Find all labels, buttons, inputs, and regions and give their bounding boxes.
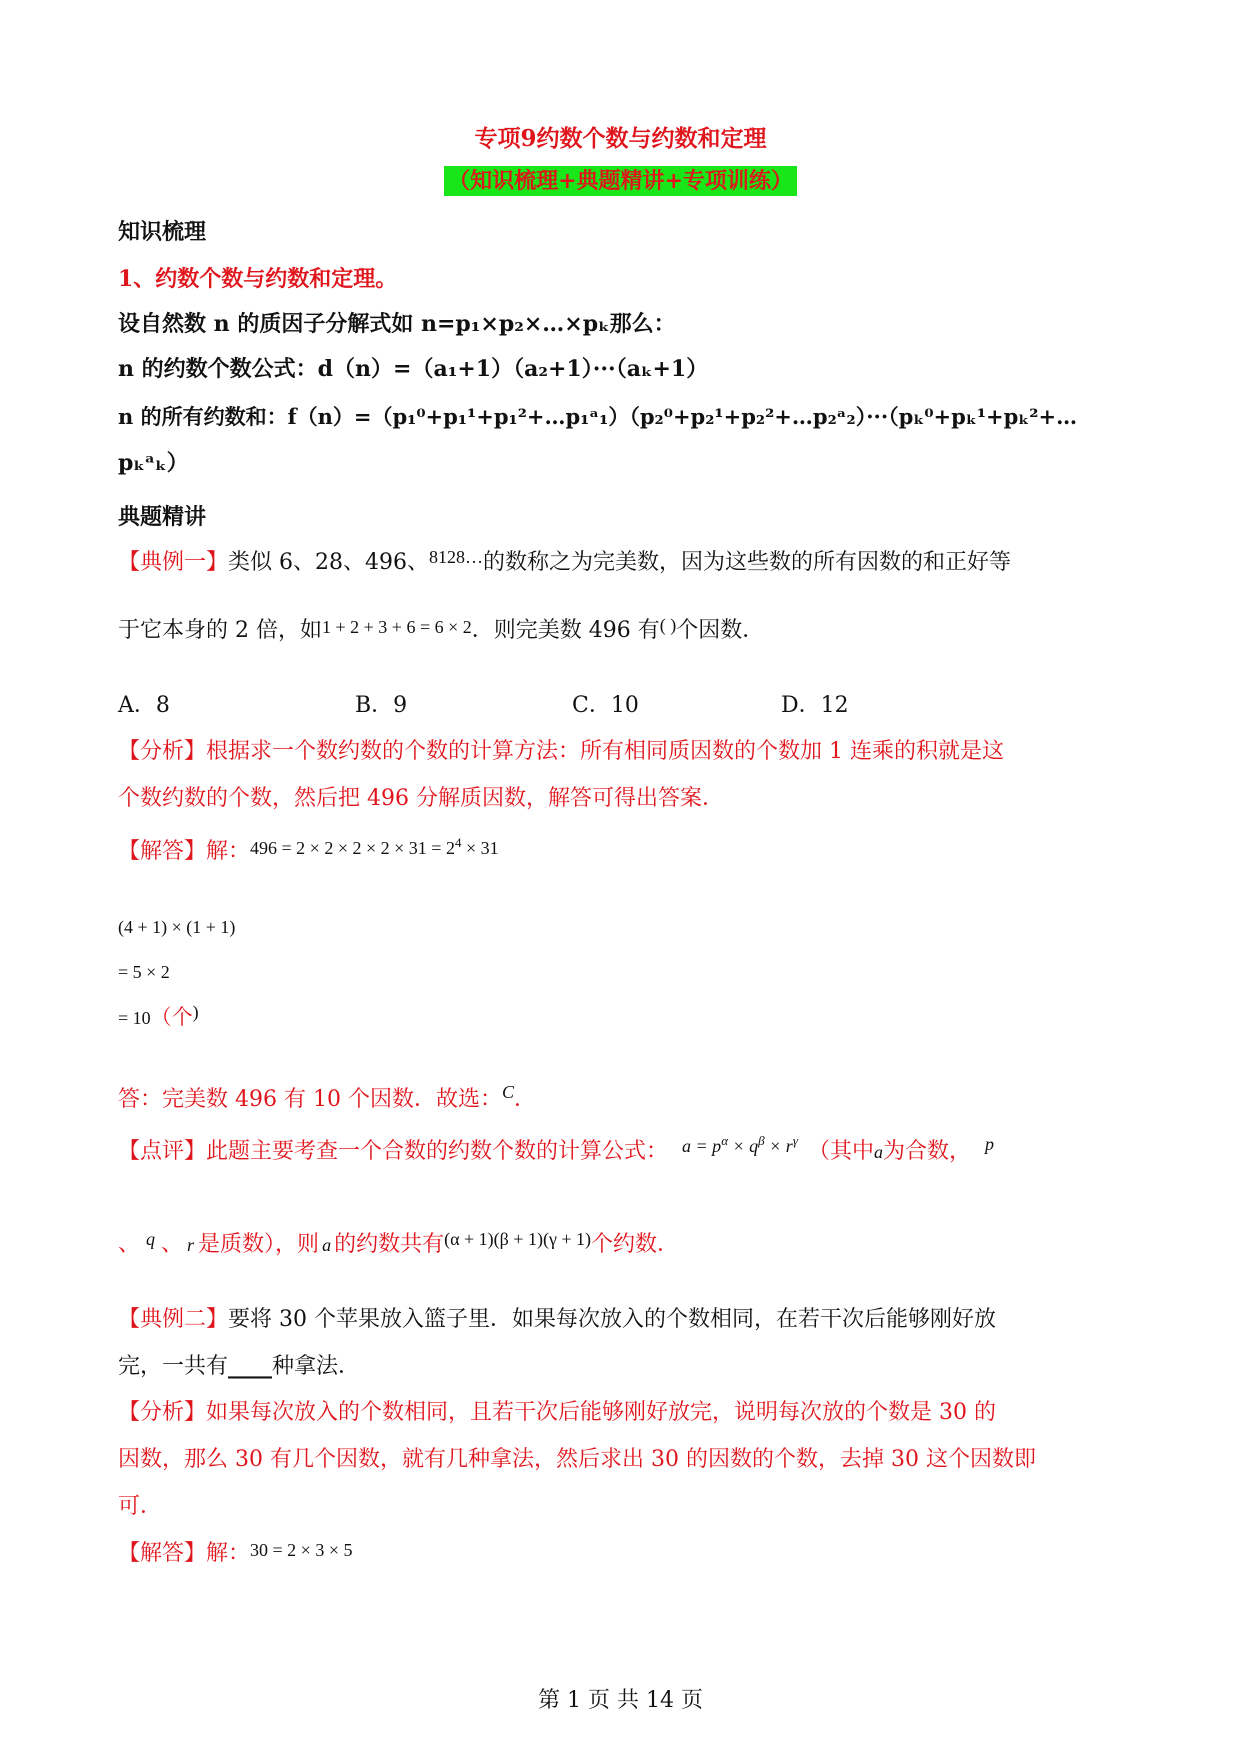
ex1-calc-3-value: = 10 bbox=[118, 1008, 151, 1028]
ex1-comment-text-2b: 、 bbox=[161, 1232, 184, 1257]
ex1-solution-m1-exp: 4 bbox=[454, 835, 462, 850]
ex2-analysis-3: 可． bbox=[118, 1494, 163, 1519]
knowledge-line-1: 设自然数 n 的质因子分解式如 n=p₁×p₂×…×pₖ那么： bbox=[118, 311, 676, 337]
ex1-comment-q: q bbox=[146, 1229, 156, 1249]
ex2-analysis-1 bbox=[118, 1396, 1128, 1430]
ex1-comment-text-1c: 为合数， bbox=[882, 1139, 971, 1164]
ex1-answer-end: ． bbox=[513, 1087, 536, 1112]
ex1-comment-text-1: 此题主要考查一个合数的约数个数的计算公式： bbox=[206, 1139, 669, 1164]
ex1-choice-d: D．12 bbox=[781, 693, 849, 718]
ex2-text-2b: 种拿法． bbox=[272, 1354, 361, 1379]
examples-heading: 典题精讲 bbox=[118, 504, 207, 530]
ex1-calc-2: = 5 × 2 bbox=[118, 962, 170, 982]
ex1-comment-text-2e: 个约数． bbox=[591, 1232, 680, 1257]
ex1-answer bbox=[118, 1083, 1128, 1117]
ex1-solution-lead: 解： bbox=[206, 839, 251, 864]
ex1-tag: 【典例一】 bbox=[118, 550, 229, 575]
ex1-solution-m1: 496 = 2 × 2 × 2 × 2 × 31 = 2 bbox=[250, 838, 455, 858]
ex2-analysis-text-1: 如果每次放入的个数相同，且若干次后能够刚好放完，说明每次放的个数是 30 的 bbox=[206, 1400, 996, 1425]
ex2-solution-lead: 解： bbox=[206, 1541, 251, 1566]
ex1-comment-text-1b: （其中 bbox=[807, 1139, 874, 1164]
ex1-math-1: 8128… bbox=[429, 547, 483, 567]
ex1-comment-text-2a: 、 bbox=[118, 1232, 141, 1257]
ex1-analysis-text-1: 根据求一个数约数的个数的计算方法：所有相同质因数的个数加 1 连乘的积就是这 bbox=[206, 739, 1005, 764]
ex1-analysis-1 bbox=[118, 735, 1128, 769]
ex2-text-1: 要将 30 个苹果放入篮子里．如果每次放入的个数相同，在若干次后能够刚好放 bbox=[228, 1307, 996, 1332]
ex1-choice-b: B．9 bbox=[355, 693, 408, 718]
ex1-choice-c: C．10 bbox=[572, 693, 639, 718]
ex1-blank: ( ) bbox=[659, 615, 677, 635]
ex1-solution bbox=[118, 835, 1128, 869]
ex1-text-1b: 的数称之为完美数，因为这些数的所有因数的和正好等 bbox=[483, 550, 1012, 575]
ex2-tag: 【典例二】 bbox=[118, 1307, 229, 1332]
knowledge-line-2: n 的约数个数公式：d（n）=（a₁+1）（a₂+1）···（aₖ+1） bbox=[118, 356, 709, 382]
ex1-comment-1 bbox=[118, 1135, 1128, 1169]
ex2-solution-tag: 【解答】 bbox=[118, 1541, 207, 1566]
ex1-text-1a: 类似 6、28、496、 bbox=[228, 550, 429, 575]
ex1-comment-a: a bbox=[873, 1142, 883, 1162]
ex1-comment-formula-2: (α + 1)(β + 1)(γ + 1) bbox=[444, 1229, 592, 1249]
ex1-comment-text-2d: 的约数共有 bbox=[334, 1232, 445, 1257]
ex1-text-2c: 个因数． bbox=[676, 618, 765, 643]
ex1-answer-text: 答：完美数 496 有 10 个因数．故选： bbox=[118, 1087, 502, 1112]
ex1-solution-math bbox=[250, 835, 499, 858]
doc-subtitle: （知识梳理+典题精讲+专项训练） bbox=[444, 166, 797, 196]
ex2-analysis-2: 因数，那么 30 有几个因数，就有几种拿法，然后求出 30 的因数的个数，去掉 30 这个因数即 bbox=[118, 1447, 1036, 1472]
ex1-comment-a2: a bbox=[322, 1235, 332, 1255]
ex1-analysis-2: 个数约数的个数，然后把 496 分解质因数，解答可得出答案． bbox=[118, 786, 724, 811]
ex1-calc-3 bbox=[118, 1000, 1128, 1035]
ex1-line-2 bbox=[118, 614, 1128, 648]
doc-title: 专项9约数个数与约数和定理 bbox=[474, 125, 767, 152]
ex1-line-1 bbox=[118, 546, 1128, 580]
ex2-line-2 bbox=[118, 1349, 1128, 1384]
knowledge-line-3b: pₖᵃₖ） bbox=[118, 450, 189, 476]
doc-subtitle-wrap bbox=[0, 166, 1241, 196]
ex2-text-2a: 完，一共有 bbox=[118, 1354, 229, 1379]
ex1-answer-choice: C bbox=[501, 1082, 514, 1102]
ex1-choice-a: A．8 bbox=[118, 693, 170, 718]
ex1-comment-text-2c: 是质数），则 bbox=[198, 1232, 320, 1257]
ex1-solution-m1-end: × 31 bbox=[461, 838, 499, 858]
ex2-analysis-tag: 【分析】 bbox=[118, 1400, 207, 1425]
ex1-analysis-tag: 【分析】 bbox=[118, 739, 207, 764]
ex1-comment-2 bbox=[118, 1228, 1128, 1262]
ex1-text-2b: ．则完美数 496 有 bbox=[471, 618, 660, 643]
knowledge-item-1: 1、约数个数与约数和定理。 bbox=[118, 266, 398, 292]
ex1-comment-r: r bbox=[187, 1235, 195, 1255]
ex2-solution bbox=[118, 1537, 1128, 1571]
ex1-calc-3-unit: （个 bbox=[150, 1005, 193, 1029]
page-footer: 第 1 页 共 14 页 bbox=[538, 1688, 703, 1713]
ex2-solution-math: 30 = 2 × 3 × 5 bbox=[250, 1540, 353, 1560]
ex1-text-2a: 于它本身的 2 倍，如 bbox=[118, 618, 322, 643]
ex1-calc-1: (4 + 1) × (1 + 1) bbox=[118, 917, 236, 937]
ex1-comment-p: p bbox=[984, 1134, 994, 1154]
knowledge-line-3a: n 的所有约数和：f（n）=（p₁⁰+p₁¹+p₁²+…p₁ᵃ₁）（p₂⁰+p₂¹+p₂²+…p₂ᵃ₂）···（pₖ⁰+pₖ¹+pₖ²+… bbox=[118, 404, 1078, 429]
ex1-math-2: 1 + 2 + 3 + 6 = 6 × 2 bbox=[321, 617, 472, 637]
ex2-blank: ____ bbox=[228, 1353, 273, 1379]
ex2-line-1 bbox=[118, 1303, 1128, 1337]
ex1-calc-3-close: ) bbox=[192, 1002, 199, 1022]
ex1-comment-tag: 【点评】 bbox=[118, 1139, 207, 1164]
knowledge-heading: 知识梳理 bbox=[118, 219, 207, 245]
ex1-comment-formula: a = pα × qβ × rγ bbox=[682, 1133, 798, 1156]
ex1-solution-tag: 【解答】 bbox=[118, 839, 207, 864]
